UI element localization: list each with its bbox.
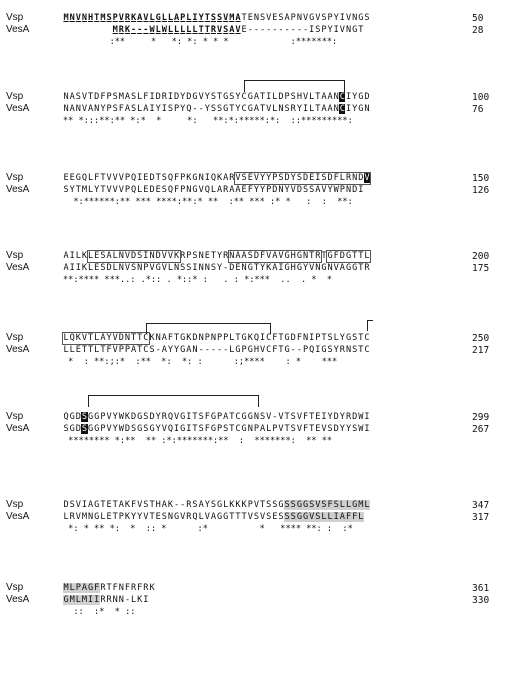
seq-label-vesa: VesA (6, 103, 30, 114)
seq-label-vsp: Vsp (6, 172, 24, 183)
domain-box (62, 332, 150, 345)
consensus-line: *: * ** *: * :: * :* * **** **: : :* (63, 524, 353, 534)
sequence-row-vesa: SGDSGGPVYWDSGSGYVQIGITSFGPSTCGNPALPVTSVFTEVSDYYSWI (63, 424, 370, 434)
seq-label-vsp: Vsp (6, 250, 24, 261)
sequence-row-vesa: SYTMLYTVVVPQLEDESQFPNGVQLARAAEFYYPDNYVDSSAVYWPNDI (63, 185, 364, 195)
seq-label-vesa: VesA (6, 594, 30, 605)
sequence-row-vesa: MRK---WLWLLLLLTTRVSAVE----------ISPYIVNGT (112, 25, 364, 35)
sequence-row-vsp: QGDSGGPVYWKDGSDYRQVGITSFGPATCGGNSV-VTSVFTEIYDYRDWI (63, 412, 370, 422)
sequence-row-vsp: MNVNHTMSPVRKAVLGLLAPLIYTSSVMATENSVESAPNVGVSPYIVNGS (63, 13, 370, 23)
seq-label-vsp: Vsp (6, 91, 24, 102)
disulfide-bracket (146, 323, 271, 334)
consensus-line: :** * *: *: * * * :*******: (63, 37, 338, 47)
position-number: 126 (472, 185, 490, 196)
seq-label-vsp: Vsp (6, 332, 24, 343)
consensus-line: *:******:** *** ****:**:* ** :** *** :* * : : **: (63, 197, 353, 207)
position-number: 361 (472, 583, 490, 594)
position-number: 330 (472, 595, 490, 606)
seq-label-vesa: VesA (6, 511, 30, 522)
sequence-row-vesa: LRVMNGLETPKYYVTESNGVRQLVAGGTTTVSVSESSSGGVSLLIAFFL (63, 512, 364, 522)
seq-label-vsp: Vsp (6, 499, 24, 510)
sequence-row-vesa: GMLMIIRRNN-LKI (63, 595, 149, 605)
sequence-row-vsp: DSVIAGTETAKFVSTHAK--RSAYSGLKKKPVTSSGSSGGSVSFSLLGML (63, 500, 370, 510)
seq-label-vesa: VesA (6, 344, 30, 355)
seq-label-vsp: Vsp (6, 411, 24, 422)
disulfide-bracket-start (367, 320, 373, 331)
position-number: 317 (472, 512, 490, 523)
domain-box (326, 250, 371, 263)
sequence-row-vesa: NANVANYPSFASLAIYISPYQ--YSSGTYCGATVLNSRYILTAANCIYGN (63, 104, 370, 114)
position-number: 100 (472, 92, 490, 103)
position-number: 250 (472, 333, 490, 344)
sequence-row-vsp: AILKLESALNVDSINDVVKRPSNETYRNAASDFVAVGHGNTRTGFDGTTL (63, 251, 370, 261)
seq-label-vesa: VesA (6, 423, 30, 434)
consensus-line: ******** *:** ** :*:*******:** : *******: ** ** (63, 436, 333, 446)
position-number: 299 (472, 412, 490, 423)
seq-label-vsp: Vsp (6, 12, 24, 23)
sequence-row-vsp: MLPAGFRTFNFRFRK (63, 583, 155, 593)
seq-label-vesa: VesA (6, 24, 30, 35)
position-number: 217 (472, 345, 490, 356)
domain-box (87, 250, 181, 263)
position-number: 200 (472, 251, 490, 262)
seq-label-vesa: VesA (6, 262, 30, 273)
position-number: 28 (472, 25, 484, 36)
sequence-row-vsp: LQKVTLAYVDNTTCKNAFTGKDNPNPPLTGKQICFTGDFNIPTSLYGSTC (63, 333, 370, 343)
domain-box (234, 172, 371, 185)
position-number: 175 (472, 263, 490, 274)
sequence-row-vsp: NASVTDFPSMASLFIDRIDYDGVYSTGSYCGATILDPSHVLTAANCIYGD (63, 92, 370, 102)
position-number: 267 (472, 424, 490, 435)
consensus-line: ** *:::**:** *:* * *: **:*:*****:*: ::*********: (63, 116, 353, 126)
position-number: 50 (472, 13, 484, 24)
sequence-row-vesa: LLETTLTFVPPATCS-AYYGAN-----LGPGHVCFTG--PQIGSYRNSTC (63, 345, 370, 355)
disulfide-bracket (88, 395, 259, 407)
sequence-row-vsp: EEGQLFTVVVPQIEDTSQFPKGNIQKARVSEVYYPSDYSDEISDFLRNDV (63, 173, 370, 183)
domain-box (228, 250, 322, 263)
position-number: 150 (472, 173, 490, 184)
consensus-line: * : **:;:* :** *: *: : :;**** : * *** (63, 357, 338, 367)
position-number: 76 (472, 104, 484, 115)
consensus-line: **:**** ***..: .*:: . *::* : . : *:*** .. . * * (63, 275, 333, 285)
sequence-row-vesa: AIIKLESDLNVSNPVGVLNSSINNSY-DENGTYKAIGHGYVNGNVAGGTR (63, 263, 370, 273)
position-number: 347 (472, 500, 490, 511)
disulfide-bracket (244, 80, 344, 92)
seq-label-vesa: VesA (6, 184, 30, 195)
seq-label-vsp: Vsp (6, 582, 24, 593)
consensus-line: :: :* * :: (63, 607, 136, 617)
